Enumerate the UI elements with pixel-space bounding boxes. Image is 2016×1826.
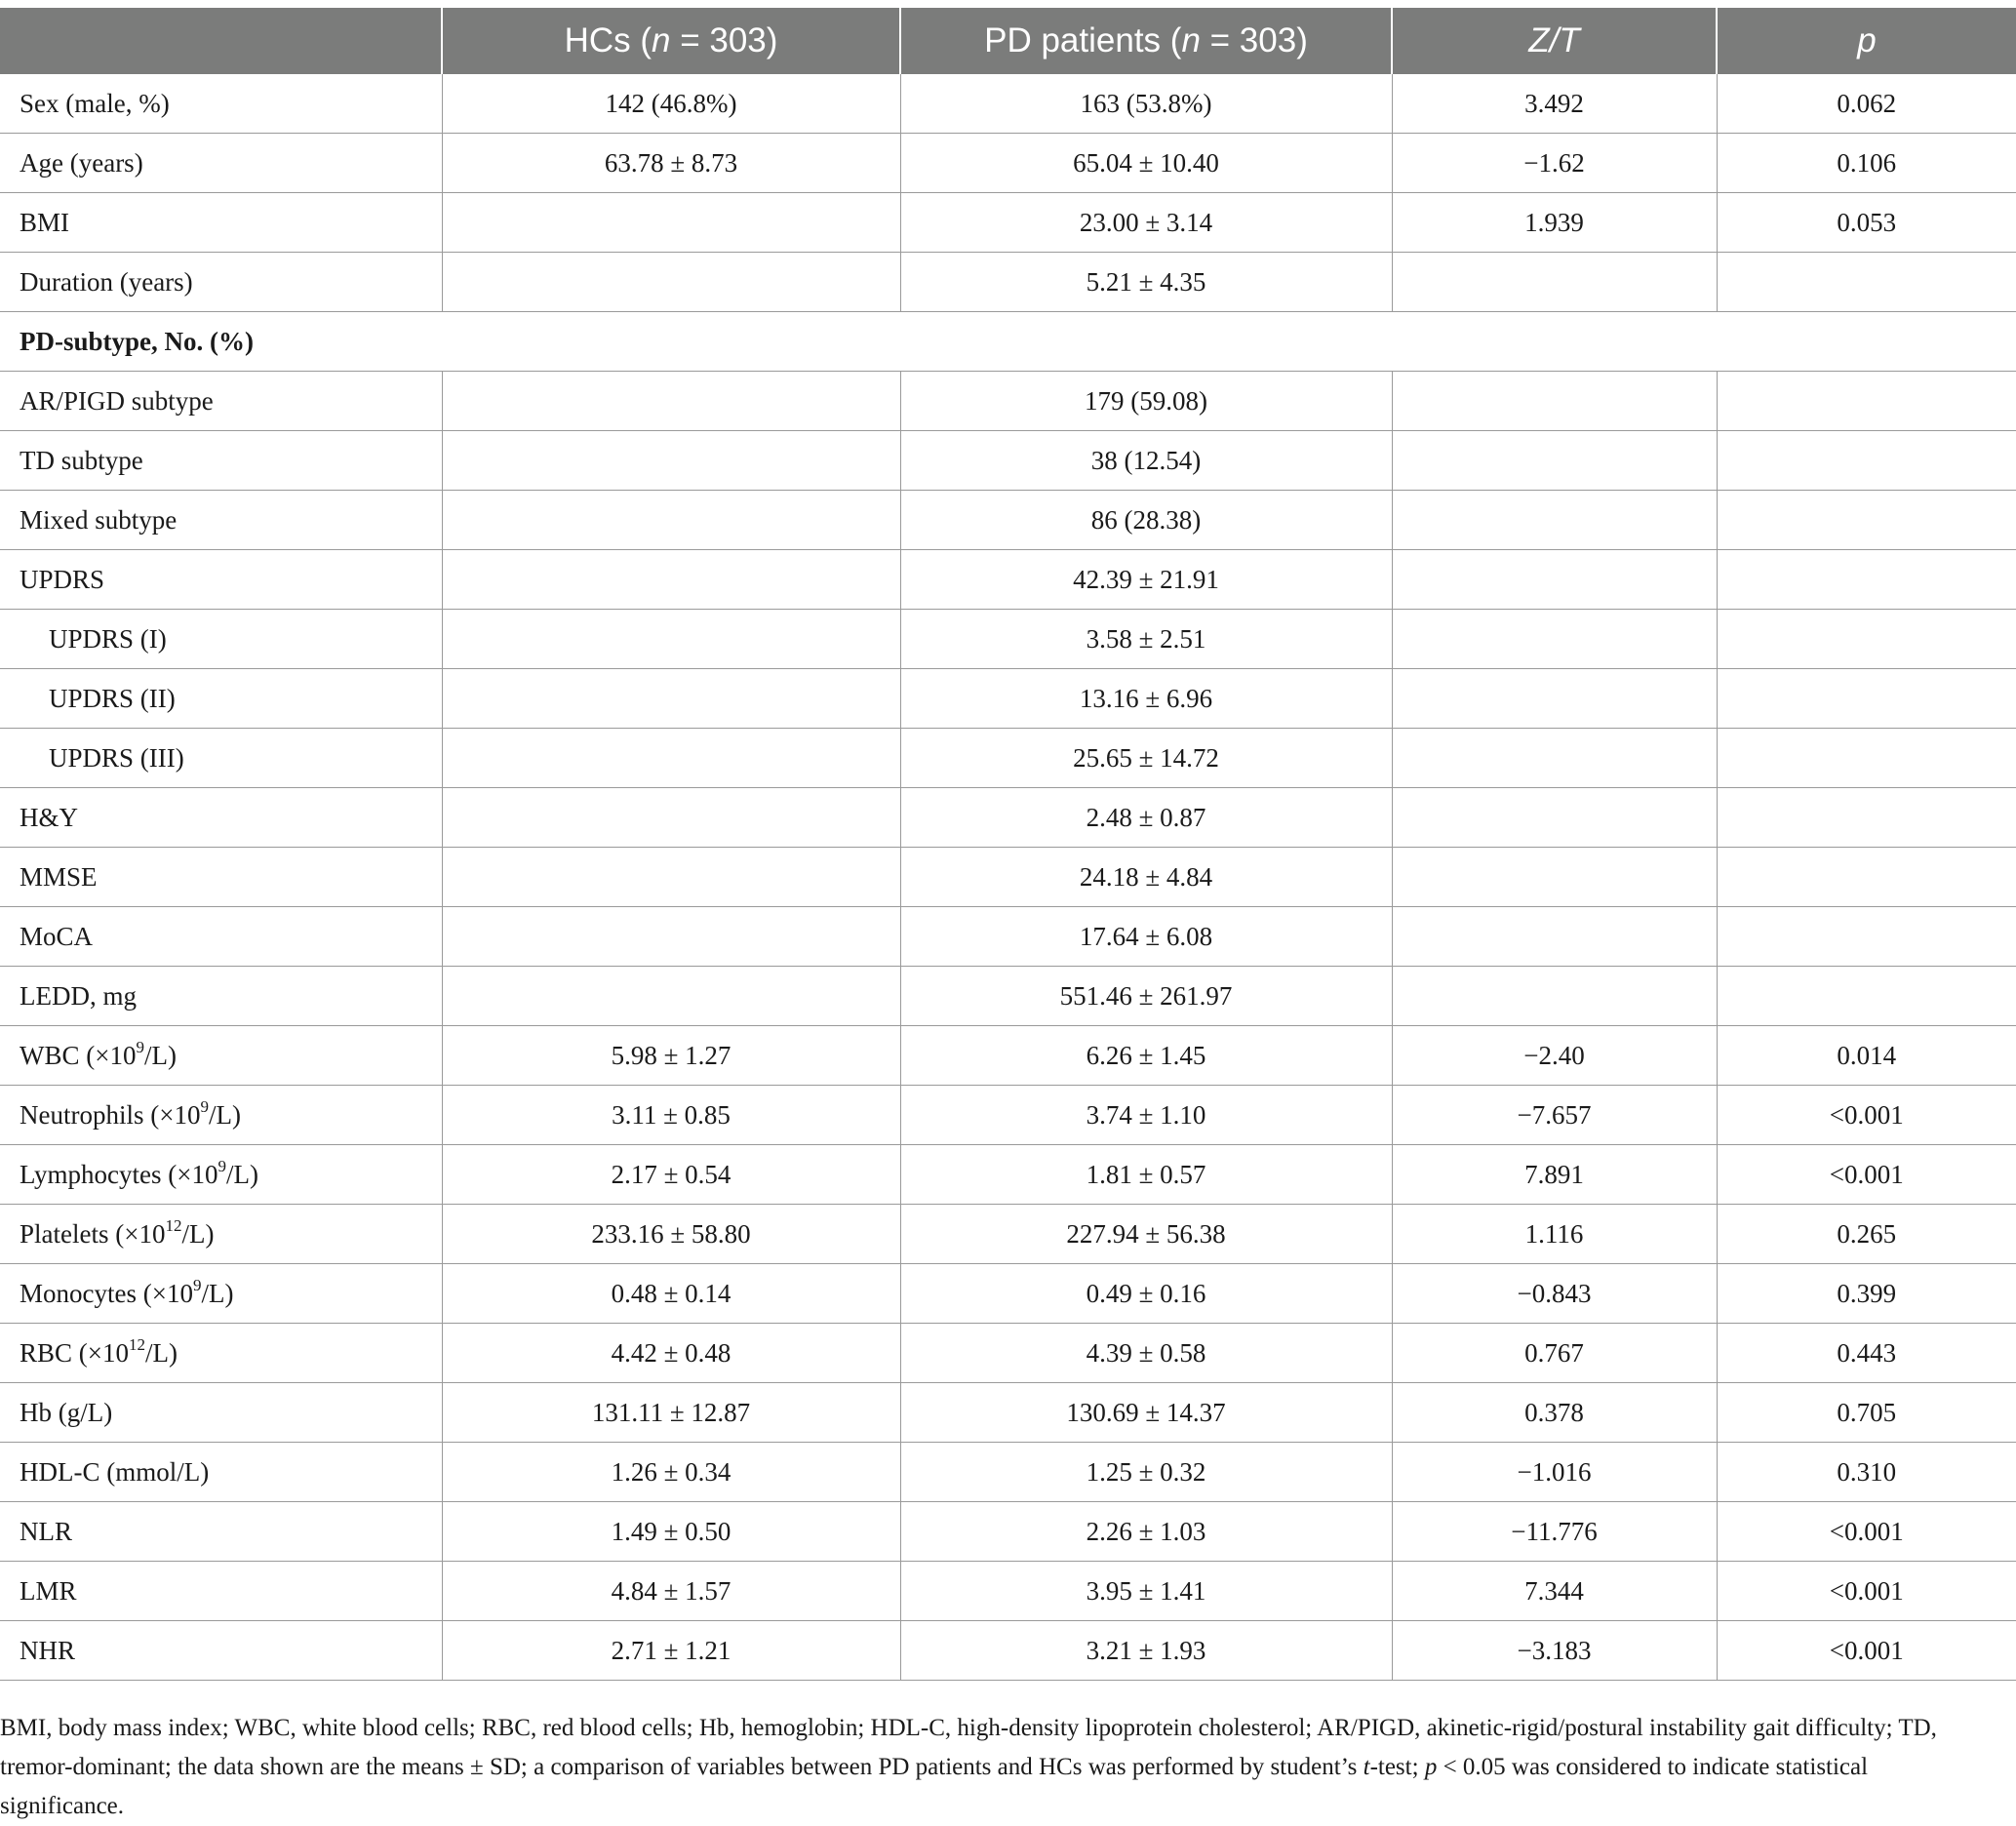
row-label: [0, 669, 442, 729]
cell-p: 0.053: [1717, 193, 2016, 253]
section-heading: PD-subtype, No. (%): [0, 312, 2016, 372]
cell-p: <0.001: [1717, 1562, 2016, 1621]
header-row: [0, 8, 2016, 74]
header-hcs: [442, 8, 900, 74]
cell-pd: 25.65 ± 14.72: [900, 729, 1392, 788]
cell-p: 0.705: [1717, 1383, 2016, 1443]
table-row: [0, 1502, 2016, 1562]
cell-hc: [442, 610, 900, 669]
cell-hc: [442, 907, 900, 967]
row-label: [0, 74, 442, 134]
footnote-t: t: [1363, 1754, 1370, 1780]
cell-pd: 1.25 ± 0.32: [900, 1443, 1392, 1502]
row-label-text: NLR: [20, 1516, 72, 1546]
row-label: [0, 1205, 442, 1264]
row-label-unit: /L): [181, 1218, 215, 1249]
cell-pd: 24.18 ± 4.84: [900, 848, 1392, 907]
row-label: [0, 1383, 442, 1443]
cell-pd: 551.46 ± 261.97: [900, 967, 1392, 1026]
row-label-unit: /L): [225, 1159, 258, 1189]
cell-zt: −11.776: [1392, 1502, 1717, 1562]
row-label-exponent: 9: [200, 1096, 209, 1116]
cell-p: [1717, 907, 2016, 967]
cell-hc: [442, 848, 900, 907]
row-label-text: Lymphocytes (×10: [20, 1159, 218, 1189]
row-label: [0, 610, 442, 669]
row-label-text: AR/PIGD subtype: [20, 385, 214, 416]
row-label: [0, 1324, 442, 1383]
cell-pd: 65.04 ± 10.40: [900, 134, 1392, 193]
cell-p: [1717, 788, 2016, 848]
cell-pd: 179 (59.08): [900, 372, 1392, 431]
row-label: [0, 907, 442, 967]
cell-pd: 3.95 ± 1.41: [900, 1562, 1392, 1621]
demographics-table: [0, 8, 2016, 1681]
table-row: [0, 848, 2016, 907]
table-row: [0, 788, 2016, 848]
row-label-text: Mixed subtype: [20, 504, 178, 535]
cell-zt: −2.40: [1392, 1026, 1717, 1086]
header-pd-n: n: [1181, 21, 1201, 60]
cell-pd: 6.26 ± 1.45: [900, 1026, 1392, 1086]
cell-pd: 17.64 ± 6.08: [900, 907, 1392, 967]
row-label-text: Platelets (×10: [20, 1218, 166, 1249]
row-label-exponent: 12: [129, 1334, 145, 1354]
header-p: p: [1717, 8, 2016, 74]
cell-zt: 0.378: [1392, 1383, 1717, 1443]
cell-zt: 7.344: [1392, 1562, 1717, 1621]
cell-p: <0.001: [1717, 1621, 2016, 1681]
cell-p: 0.106: [1717, 134, 2016, 193]
table-header: [0, 8, 2016, 74]
header-hcs-suffix: = 303): [670, 21, 778, 60]
cell-zt: [1392, 372, 1717, 431]
data-table-container: [0, 8, 2016, 1681]
table-row: [0, 253, 2016, 312]
header-pd: [900, 8, 1392, 74]
cell-p: 0.265: [1717, 1205, 2016, 1264]
cell-pd: 5.21 ± 4.35: [900, 253, 1392, 312]
row-label-text: NHR: [20, 1635, 76, 1665]
footnote-text-3: < 0.05 was considered to indicate statistical significance.: [0, 1754, 1869, 1819]
cell-zt: 1.116: [1392, 1205, 1717, 1264]
row-label: [0, 193, 442, 253]
cell-zt: 3.492: [1392, 74, 1717, 134]
row-label: [0, 550, 442, 610]
cell-hc: [442, 372, 900, 431]
cell-zt: −7.657: [1392, 1086, 1717, 1145]
header-pd-suffix: = 303): [1200, 21, 1308, 60]
cell-hc: 3.11 ± 0.85: [442, 1086, 900, 1145]
cell-pd: 42.39 ± 21.91: [900, 550, 1392, 610]
cell-p: [1717, 669, 2016, 729]
row-label: [0, 788, 442, 848]
header-variable: [0, 8, 442, 74]
table-row: [0, 1026, 2016, 1086]
cell-p: [1717, 253, 2016, 312]
cell-p: 0.399: [1717, 1264, 2016, 1324]
row-label-text: LMR: [20, 1575, 77, 1606]
cell-p: [1717, 431, 2016, 491]
row-label: [0, 1145, 442, 1205]
cell-hc: [442, 253, 900, 312]
row-label-text: Sex (male, %): [20, 88, 170, 118]
table-body: [0, 74, 2016, 1681]
table-row: [0, 1383, 2016, 1443]
cell-hc: 63.78 ± 8.73: [442, 134, 900, 193]
row-label: [0, 729, 442, 788]
header-pd-prefix: PD patients (: [984, 21, 1182, 60]
row-label: [0, 253, 442, 312]
table-row: [0, 491, 2016, 550]
cell-pd: 227.94 ± 56.38: [900, 1205, 1392, 1264]
cell-zt: [1392, 550, 1717, 610]
table-row: [0, 1324, 2016, 1383]
cell-pd: 3.21 ± 1.93: [900, 1621, 1392, 1681]
table-row: [0, 372, 2016, 431]
footnote-p: p: [1424, 1754, 1438, 1780]
table-row: [0, 907, 2016, 967]
row-label: [0, 848, 442, 907]
row-label-text: WBC (×10: [20, 1040, 137, 1070]
row-label-text: Monocytes (×10: [20, 1278, 193, 1308]
cell-pd: 3.74 ± 1.10: [900, 1086, 1392, 1145]
cell-p: [1717, 372, 2016, 431]
row-label-text: MMSE: [20, 861, 98, 892]
cell-p: <0.001: [1717, 1145, 2016, 1205]
cell-p: [1717, 729, 2016, 788]
row-label: [0, 491, 442, 550]
cell-p: [1717, 848, 2016, 907]
table-row: [0, 431, 2016, 491]
cell-hc: [442, 550, 900, 610]
table-footnote: [0, 1709, 1990, 1826]
header-hcs-prefix: HCs (: [564, 21, 652, 60]
cell-hc: [442, 431, 900, 491]
cell-p: [1717, 491, 2016, 550]
row-label-text: RBC (×10: [20, 1337, 129, 1368]
row-label-text: UPDRS (I): [49, 623, 167, 654]
row-label-text: MoCA: [20, 921, 94, 951]
row-label-text: TD subtype: [20, 445, 143, 475]
cell-zt: 7.891: [1392, 1145, 1717, 1205]
row-label: [0, 1621, 442, 1681]
row-label-unit: /L): [208, 1099, 241, 1130]
footnote-text-1: BMI, body mass index; WBC, white blood cells; RBC, red blood cells; Hb, hemoglobin; HDL-C, high-density lipoprotein cholesterol; AR/PIGD, akinetic-rigid/postural instability gait difficulty; TD, tremor-dominant; the data shown are the means ± SD; a comparison of variables between PD patients and HCs was performed by student’s: [0, 1715, 1937, 1780]
cell-p: 0.062: [1717, 74, 2016, 134]
cell-hc: 4.84 ± 1.57: [442, 1562, 900, 1621]
cell-zt: [1392, 610, 1717, 669]
row-label: [0, 1026, 442, 1086]
row-label: [0, 1562, 442, 1621]
table-row: [0, 610, 2016, 669]
cell-hc: 233.16 ± 58.80: [442, 1205, 900, 1264]
cell-p: 0.310: [1717, 1443, 2016, 1502]
row-label: [0, 1086, 442, 1145]
cell-hc: 131.11 ± 12.87: [442, 1383, 900, 1443]
table-row: [0, 193, 2016, 253]
cell-pd: 1.81 ± 0.57: [900, 1145, 1392, 1205]
row-label-text: UPDRS: [20, 564, 105, 594]
cell-hc: [442, 729, 900, 788]
cell-hc: [442, 967, 900, 1026]
row-label-exponent: 9: [136, 1037, 144, 1056]
cell-p: <0.001: [1717, 1502, 2016, 1562]
cell-pd: 130.69 ± 14.37: [900, 1383, 1392, 1443]
cell-pd: 0.49 ± 0.16: [900, 1264, 1392, 1324]
cell-zt: −3.183: [1392, 1621, 1717, 1681]
table-row: [0, 1205, 2016, 1264]
cell-zt: −1.016: [1392, 1443, 1717, 1502]
cell-p: [1717, 967, 2016, 1026]
table-row: [0, 550, 2016, 610]
cell-hc: 1.49 ± 0.50: [442, 1502, 900, 1562]
row-label-text: Hb (g/L): [20, 1397, 113, 1427]
row-label-unit: /L): [143, 1040, 177, 1070]
cell-p: 0.014: [1717, 1026, 2016, 1086]
row-label-text: LEDD, mg: [20, 980, 137, 1011]
row-label-exponent: 9: [192, 1275, 202, 1294]
cell-pd: 2.48 ± 0.87: [900, 788, 1392, 848]
table-row: [0, 967, 2016, 1026]
row-label: [0, 1443, 442, 1502]
cell-zt: [1392, 669, 1717, 729]
cell-p: 0.443: [1717, 1324, 2016, 1383]
cell-hc: 2.17 ± 0.54: [442, 1145, 900, 1205]
row-label-text: BMI: [20, 207, 70, 237]
row-label-text: UPDRS (III): [49, 742, 184, 773]
cell-p: [1717, 610, 2016, 669]
row-label-exponent: 12: [165, 1215, 182, 1235]
footnote-text-2: -test;: [1369, 1754, 1425, 1780]
cell-pd: 38 (12.54): [900, 431, 1392, 491]
cell-hc: 5.98 ± 1.27: [442, 1026, 900, 1086]
cell-pd: 23.00 ± 3.14: [900, 193, 1392, 253]
cell-p: <0.001: [1717, 1086, 2016, 1145]
header-zt: Z/T: [1392, 8, 1717, 74]
table-row: [0, 312, 2016, 372]
row-label-text: Duration (years): [20, 266, 193, 297]
cell-pd: 4.39 ± 0.58: [900, 1324, 1392, 1383]
row-label: [0, 967, 442, 1026]
table-row: [0, 1443, 2016, 1502]
cell-zt: [1392, 967, 1717, 1026]
table-row: [0, 74, 2016, 134]
row-label: [0, 134, 442, 193]
row-label: [0, 431, 442, 491]
cell-zt: [1392, 491, 1717, 550]
table-row: [0, 729, 2016, 788]
row-label-text: HDL-C (mmol/L): [20, 1456, 210, 1487]
cell-zt: [1392, 729, 1717, 788]
cell-hc: [442, 193, 900, 253]
cell-zt: 1.939: [1392, 193, 1717, 253]
cell-hc: 1.26 ± 0.34: [442, 1443, 900, 1502]
cell-zt: 0.767: [1392, 1324, 1717, 1383]
cell-hc: [442, 788, 900, 848]
table-row: [0, 1621, 2016, 1681]
row-label-unit: /L): [145, 1337, 178, 1368]
row-label-text: Neutrophils (×10: [20, 1099, 201, 1130]
row-label-unit: /L): [201, 1278, 234, 1308]
cell-hc: 0.48 ± 0.14: [442, 1264, 900, 1324]
cell-zt: [1392, 253, 1717, 312]
header-hcs-n: n: [652, 21, 671, 60]
table-row: [0, 1264, 2016, 1324]
row-label-text: H&Y: [20, 802, 78, 832]
cell-hc: [442, 491, 900, 550]
cell-hc: [442, 669, 900, 729]
row-label: [0, 1502, 442, 1562]
cell-zt: [1392, 907, 1717, 967]
cell-p: [1717, 550, 2016, 610]
cell-zt: [1392, 431, 1717, 491]
row-label: [0, 372, 442, 431]
row-label-text: UPDRS (II): [49, 683, 176, 713]
cell-pd: 13.16 ± 6.96: [900, 669, 1392, 729]
cell-hc: 4.42 ± 0.48: [442, 1324, 900, 1383]
row-label: [0, 1264, 442, 1324]
table-row: [0, 1086, 2016, 1145]
cell-hc: 2.71 ± 1.21: [442, 1621, 900, 1681]
cell-pd: 2.26 ± 1.03: [900, 1502, 1392, 1562]
table-row: [0, 134, 2016, 193]
cell-pd: 163 (53.8%): [900, 74, 1392, 134]
cell-zt: [1392, 848, 1717, 907]
cell-zt: −0.843: [1392, 1264, 1717, 1324]
table-row: [0, 1145, 2016, 1205]
cell-pd: 86 (28.38): [900, 491, 1392, 550]
cell-hc: 142 (46.8%): [442, 74, 900, 134]
cell-zt: −1.62: [1392, 134, 1717, 193]
row-label-exponent: 9: [217, 1156, 226, 1175]
cell-pd: 3.58 ± 2.51: [900, 610, 1392, 669]
cell-zt: [1392, 788, 1717, 848]
table-row: [0, 1562, 2016, 1621]
row-label-text: Age (years): [20, 147, 143, 178]
table-row: [0, 669, 2016, 729]
